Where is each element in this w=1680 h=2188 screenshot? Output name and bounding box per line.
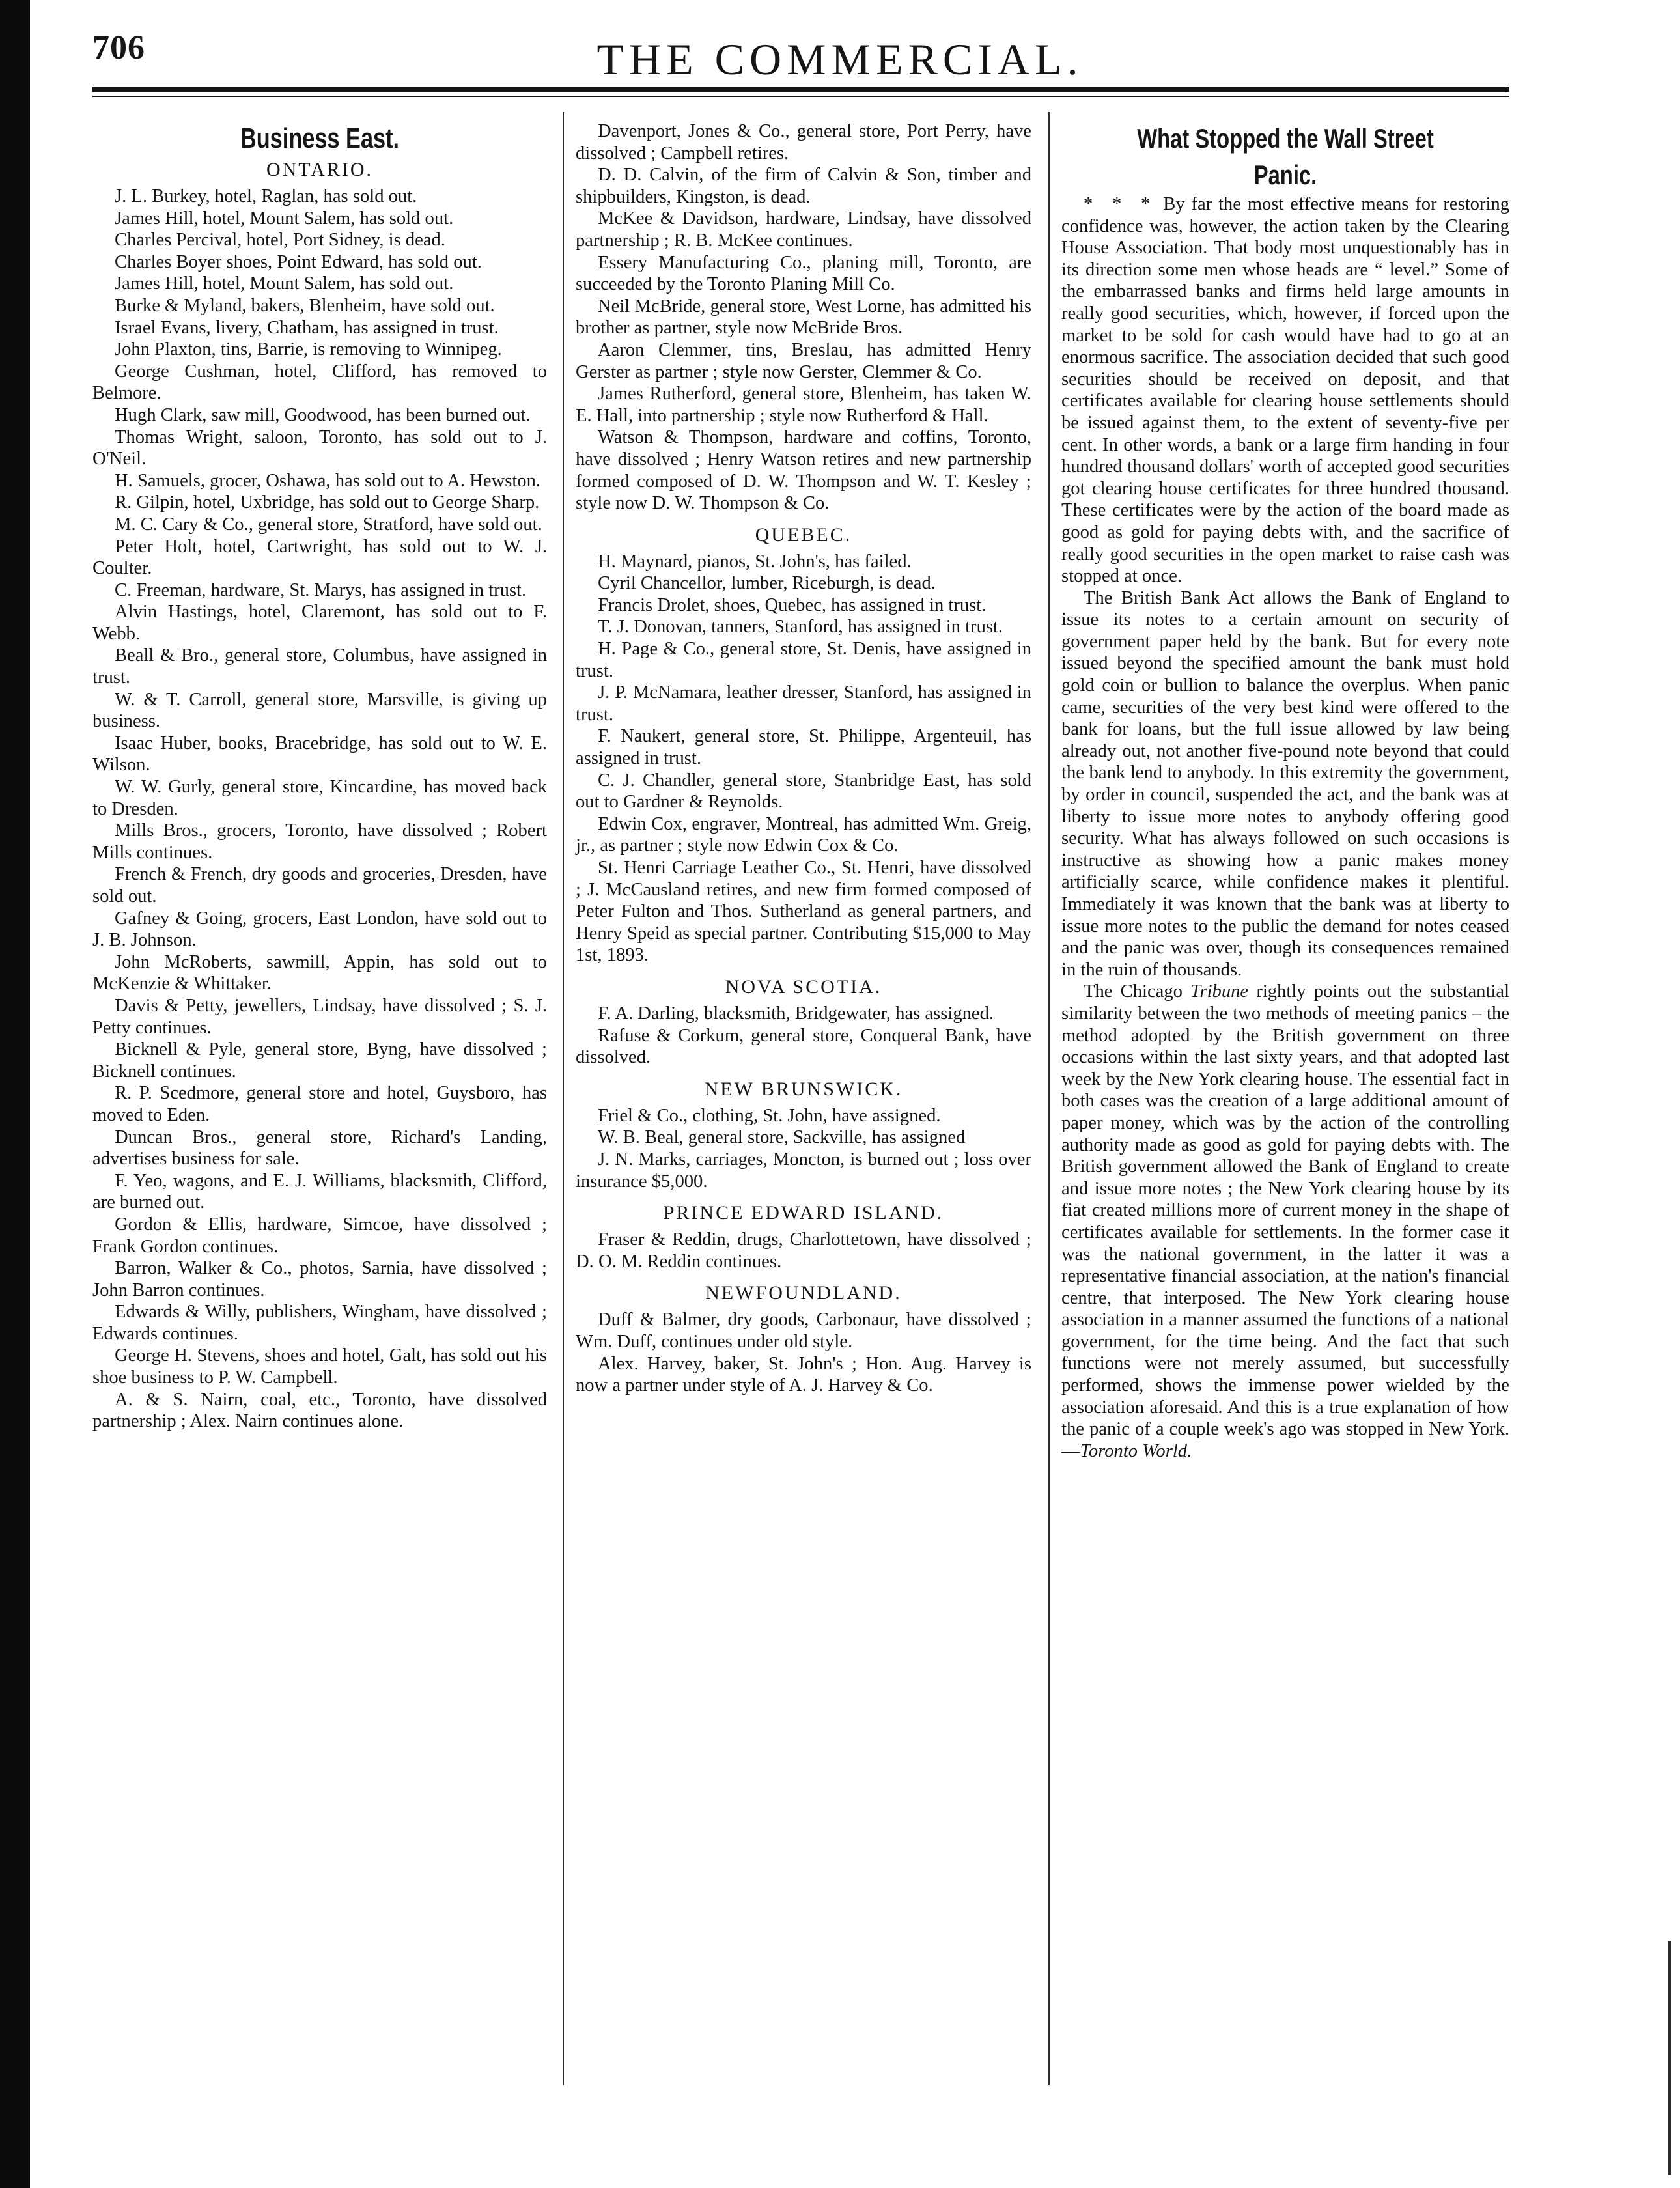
header-rule [92, 87, 1509, 92]
source-credit: Toronto World. [1080, 1440, 1192, 1461]
paragraph-text: By far the most effective means for restoring confidence was, however, the action taken by the Clearing House Association. That body most unquestionably has in its direction some men whose heads are “ level.” Some of the embarrassed banks and firms held large amounts in really good securities, which, however, if forced upon the market to be sold for cash would have had to go at an enormous sacrifice. The association decided that such good securities should be received on deposit, and that certificates available for clearing house settlements should be issued against them, to the extent of seventy-five per cent. In other words, a bank or a large firm handing in four hundred thousand dollars' worth of accepted good securities got clearing house certificates for three hundred thousand. These certificates were by the action of the board made as good as gold for paying debts with, and the sacrifice of really good securities in the open market to raise cash was stopped at once. [1061, 194, 1509, 587]
list-item: Gordon & Ellis, hardware, Simcoe, have dissolved ; Frank Gordon continues. [92, 1214, 547, 1257]
list-item: Davis & Petty, jewellers, Lindsay, have dissolved ; S. J. Petty continues. [92, 995, 547, 1038]
column-rule [1048, 112, 1050, 2085]
list-item: Duncan Bros., general store, Richard's Landing, advertises business for sale. [92, 1127, 547, 1170]
list-item: H. Page & Co., general store, St. Denis, have assigned in trust. [576, 639, 1031, 681]
list-item: Alvin Hastings, hotel, Claremont, has sold out to F. Webb. [92, 602, 547, 644]
list-item: Edwards & Willy, publishers, Wingham, have dissolved ; Edwards continues. [92, 1302, 547, 1344]
section-heading-new-brunswick: NEW BRUNSWICK. [704, 1078, 903, 1100]
list-item: George H. Stevens, shoes and hotel, Galt, has sold out his shoe business to P. W. Campbell. [92, 1345, 547, 1388]
list-item: F. A. Darling, blacksmith, Bridgewater, has assigned. [598, 1003, 994, 1024]
page-number: 706 [92, 29, 145, 66]
list-item: Edwin Cox, engraver, Montreal, has admitted Wm. Greig, jr., as partner ; style now Edwin Cox & Co. [576, 813, 1031, 856]
paragraph-text: rightly points out the substantial similarity between the two methods of meeting panics – the method adopted by the British government on three occasions within the last sixty years, and that adopted last week by the New York clearing house. The essential fact in both cases was the creation of a large additional amount of paper money, which was by the action of the controlling authority made as good as gold for paying debts with. The British government allowed the Bank of England to create and issue more notes ; the New York clearing house by its fiat created millions more of current money in the shape of certificates available for settlements. In the former case it was the national government, in the latter it was a representative financial association, at the nation's financial centre, that interposed. The New York clearing house association in a manner assumed the functions of a national government, for the time being. And the fact that such functions were not merely assumed, but successfully performed, shows the immense power wielded by the association aforesaid. And this is a true explanation of how the panic of a couple week's ago was stopped in New York.— [1061, 981, 1510, 1461]
list-item: A. & S. Nairn, coal, etc., Toronto, have dissolved partnership ; Alex. Nairn continues alone. [92, 1389, 547, 1432]
scan-edge-bar [0, 0, 30, 2188]
list-item: Friel & Co., clothing, St. John, have assigned. [598, 1105, 941, 1126]
list-item: St. Henri Carriage Leather Co., St. Henri, have dissolved ; J. McCausland retires, and new firm formed composed of Peter Fulton and Thos. Sutherland as general partners, and Henry Speid as special partner. Contributing $15,000 to May 1st, 1893. [576, 858, 1031, 966]
list-item: McKee & Davidson, hardware, Lindsay, have dissolved partnership ; R. B. McKee continues. [576, 208, 1031, 251]
article-paragraph [1061, 193, 1509, 587]
masthead: THE COMMERCIAL. [596, 35, 1084, 84]
column-rule [563, 112, 564, 2085]
section-heading-nova-scotia: NOVA SCOTIA. [725, 975, 882, 998]
list-item: Alex. Harvey, baker, St. John's ; Hon. Aug. Harvey is now a partner under style of A. J. Harvey & Co. [576, 1353, 1031, 1396]
list-item: John McRoberts, sawmill, Appin, has sold out to McKenzie & Whittaker. [92, 951, 547, 994]
list-item: Charles Boyer shoes, Point Edward, has sold out. [115, 251, 482, 272]
list-item: C. Freeman, hardware, St. Marys, has assigned in trust. [115, 580, 527, 600]
list-item: James Hill, hotel, Mount Salem, has sold out. [115, 208, 454, 229]
paragraph-text: The Chicago [1084, 981, 1191, 1002]
article-paragraph [1061, 981, 1509, 1462]
list-item: Cyril Chancellor, lumber, Riceburgh, is dead. [598, 573, 936, 594]
list-item: W. B. Beal, general store, Sackville, has assigned [598, 1127, 966, 1148]
list-item: W. W. Gurly, general store, Kincardine, has moved back to Dresden. [92, 777, 547, 819]
list-item: Davenport, Jones & Co., general store, Port Perry, have dissolved ; Campbell retires. [576, 121, 1031, 163]
list-item: Aaron Clemmer, tins, Breslau, has admitted Henry Gerster as partner ; style now Gerster, Clemmer & Co. [576, 339, 1031, 382]
newspaper-name: Tribune [1190, 981, 1249, 1002]
list-item: Barron, Walker & Co., photos, Sarnia, have dissolved ; John Barron continues. [92, 1258, 547, 1300]
list-item: Francis Drolet, shoes, Quebec, has assigned in trust. [598, 595, 987, 615]
list-item: Fraser & Reddin, drugs, Charlottetown, have dissolved ; D. O. M. Reddin continues. [576, 1229, 1031, 1272]
list-item: James Hill, hotel, Mount Salem, has sold out. [115, 274, 454, 294]
list-item: J. P. McNamara, leather dresser, Stanford, has assigned in trust. [576, 682, 1031, 725]
article-title: What Stopped the Wall Street Panic. [1137, 123, 1434, 190]
list-item: George Cushman, hotel, Clifford, has removed to Belmore. [92, 361, 547, 404]
section-heading-prince-edward-island: PRINCE EDWARD ISLAND. [663, 1202, 944, 1224]
list-item: D. D. Calvin, of the firm of Calvin & Son, timber and shipbuilders, Kingston, is dead. [576, 165, 1031, 207]
section-heading-quebec: QUEBEC. [755, 524, 852, 546]
list-item: Watson & Thompson, hardware and coffins, Toronto, have dissolved ; Henry Watson retires and new partnership formed composed of D. W. Thompson and W. T. Kesley ; style now D. W. Thompson & Co. [576, 427, 1031, 514]
list-item: F. Naukert, general store, St. Philippe, Argenteuil, has assigned in trust. [576, 726, 1031, 769]
list-item: C. J. Chandler, general store, Stanbridge East, has sold out to Gardner & Reynolds. [576, 770, 1031, 813]
header-rule-thin [92, 96, 1509, 97]
list-item: Thomas Wright, saloon, Toronto, has sold out to J. O'Neil. [92, 427, 547, 470]
list-item: Israel Evans, livery, Chatham, has assigned in trust. [115, 317, 499, 338]
section-heading-newfoundland: NEWFOUNDLAND. [705, 1282, 902, 1304]
list-item: Rafuse & Corkum, general store, Conqueral Bank, have dissolved. [576, 1025, 1031, 1068]
list-item: Essery Manufacturing Co., planing mill, Toronto, are succeeded by the Toronto Planing Mill Co. [576, 252, 1031, 295]
list-item: Peter Holt, hotel, Cartwright, has sold out to W. J. Coulter. [92, 536, 547, 579]
list-item: Bicknell & Pyle, general store, Byng, have dissolved ; Bicknell continues. [92, 1039, 547, 1082]
list-item: H. Maynard, pianos, St. John's, has failed. [598, 551, 912, 572]
list-item: Charles Percival, hotel, Port Sidney, is dead. [115, 230, 445, 251]
section-heading-ontario: ONTARIO. [266, 159, 374, 180]
column-3 [1061, 120, 1509, 1462]
scan-edge-mark [1668, 1941, 1671, 2175]
list-item: Gafney & Going, grocers, East London, have sold out to J. B. Johnson. [92, 908, 547, 951]
list-item: M. C. Cary & Co., general store, Stratford, have sold out. [115, 514, 542, 535]
list-item: J. L. Burkey, hotel, Raglan, has sold out. [115, 186, 417, 206]
list-item: James Rutherford, general store, Blenheim, has taken W. E. Hall, into partnership ; style now Rutherford & Hall. [576, 384, 1031, 426]
list-item: W. & T. Carroll, general store, Marsville, is giving up business. [92, 689, 547, 732]
list-item: Isaac Huber, books, Bracebridge, has sold out to W. E. Wilson. [92, 733, 547, 776]
list-item: J. N. Marks, carriages, Moncton, is burned out ; loss over insurance $5,000. [576, 1149, 1031, 1192]
list-item: R. Gilpin, hotel, Uxbridge, has sold out to George Sharp. [115, 492, 540, 513]
list-item: John Plaxton, tins, Barrie, is removing to Winnipeg. [115, 339, 502, 360]
list-item: F. Yeo, wagons, and E. J. Williams, blacksmith, Clifford, are burned out. [92, 1170, 547, 1213]
list-item: H. Samuels, grocer, Oshawa, has sold out to A. Hewston. [115, 470, 541, 491]
list-item: Burke & Myland, bakers, Blenheim, have sold out. [115, 295, 495, 316]
list-item: Neil McBride, general store, West Lorne, has admitted his brother as partner, style now McBride Bros. [576, 296, 1031, 339]
column-1 [92, 120, 547, 1433]
list-item: French & French, dry goods and groceries, Dresden, have sold out. [92, 864, 547, 906]
article-paragraph: The British Bank Act allows the Bank of England to issue its notes to a certain amount on security of government paper held by the bank. But for every note issued beyond the specified amount the bank must hold gold coin or bullion to balance the overplus. When panic came, securities of the very best kind were offered to the bank for loans, but the full issue allowed by law being already out, not another five-pound note beyond that could the bank lend to anybody. In this extremity the government, by order in council, suspended the act, and the bank was at liberty to issue more notes to anybody offering good security. What has always followed on such occasions is instructive as showing how a panic makes money artificially scarce, while confidence makes it plentiful. Immediately it was known that the bank was at liberty to issue more notes to the public the demand for notes ceased and the panic was over, though its consequences remained in the ruin of thousands. [1061, 587, 1509, 980]
list-item: Hugh Clark, saw mill, Goodwood, has been burned out. [115, 404, 531, 425]
list-item: Mills Bros., grocers, Toronto, have dissolved ; Robert Mills continues. [92, 820, 547, 863]
list-item: T. J. Donovan, tanners, Stanford, has assigned in trust. [598, 617, 1003, 638]
column-2 [576, 120, 1031, 1397]
business-east-title: Business East. [240, 122, 400, 154]
list-item: Duff & Balmer, dry goods, Carbonaur, have dissolved ; Wm. Duff, continues under old style. [576, 1310, 1031, 1352]
list-item: R. P. Scedmore, general store and hotel, Guysboro, has moved to Eden. [92, 1083, 547, 1125]
lead-marks: * * * [1084, 194, 1157, 214]
list-item: Beall & Bro., general store, Columbus, have assigned in trust. [92, 645, 547, 688]
